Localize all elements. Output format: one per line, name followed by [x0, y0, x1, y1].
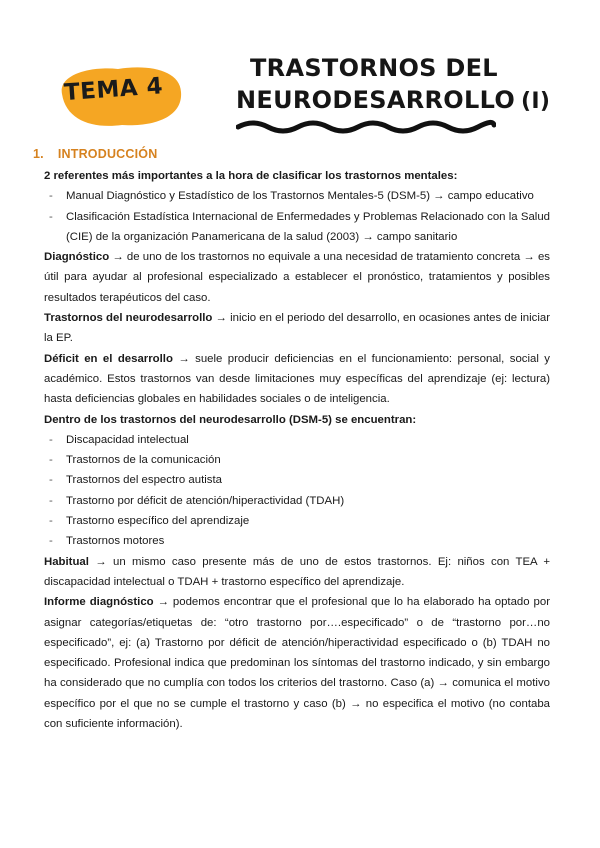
page-title-main: NEURODESARROLLO [236, 86, 516, 114]
definition: un mismo caso presente más de uno de estos trastornos. Ej: niños con TEA + discapacidad intelectual o TDAH + trastorno específico del aprendizaje. [44, 555, 551, 588]
dentro-list [44, 430, 550, 552]
deficit-paragraph [44, 349, 550, 410]
trastornos-neuro-paragraph [44, 308, 550, 349]
title-underline-wave [236, 119, 496, 139]
list-item: - Discapacidad intelectual [44, 430, 550, 450]
habitual-paragraph [44, 552, 550, 593]
term: Habitual → [44, 555, 107, 568]
definition: → suele producir deficiencias en el funcionamiento: personal, social y académico. Estos trastornos van desde limitaciones muy específicas del aprendizaje (ej: lectura) hasta deficiencias globales en habilidades sociales o de inteligencia. [44, 352, 550, 406]
section-number: 1. [33, 147, 44, 161]
section-heading [33, 147, 157, 161]
list-item: - Manual Diagnóstico y Estadístico de los Trastornos Mentales-5 (DSM-5) → campo educativo [44, 186, 550, 206]
term: Trastornos del neurodesarrollo → [44, 312, 227, 325]
list-item: - Trastornos del espectro autista [44, 470, 550, 490]
list-item: - Trastornos de la comunicación [44, 450, 550, 470]
section-title: INTRODUCCIÓN [57, 147, 158, 161]
topic-badge-label: TEMA 4 [63, 73, 164, 107]
page-title-line2 [236, 86, 550, 114]
topic-badge [52, 60, 186, 132]
document-body [44, 166, 550, 734]
definition: inicio en el periodo del desarrollo, en ocasiones antes de iniciar la EP. [44, 312, 550, 345]
list-item: - Trastorno por déficit de atención/hiperactividad (TDAH) [44, 491, 550, 511]
definition: podemos encontrar que el profesional que lo ha elaborado ha optado por asignar categorías/etiquetas de: “otro trastorno por….especificado” o de “trastorno por…no especificado”, ej: (a) Trastorno por déficit de atención/hiperactividad especificado o (b) TDAH no especificado. Profesional indica que predominan los síntomas del trastorno indicado, y sin embargo ha considerado que no cumplía con todos los criterios del trastorno. Caso (a) → comunica el motivo específico por el que no se cumple el trastorno y caso (b) → no especifica el motivo (no contaba con suficiente información). [44, 596, 551, 731]
informe-paragraph [44, 592, 550, 734]
term: Informe diagnóstico → [44, 596, 169, 609]
diagnostico-paragraph [44, 247, 550, 308]
page-title-line1: TRASTORNOS DEL [250, 54, 498, 82]
term: Déficit en el desarrollo [44, 352, 173, 365]
list-item: - Trastorno específico del aprendizaje [44, 511, 550, 531]
referentes-heading: 2 referentes más importantes a la hora de clasificar los trastornos mentales: [44, 170, 458, 182]
list-item: - Clasificación Estadística Internacional de Enfermedades y Problemas Relacionado con la Salud (CIE) de la organización Panamericana de la salud (2003) → campo sanitario [44, 207, 550, 248]
dentro-heading: Dentro de los trastornos del neurodesarrollo (DSM-5) se encuentran: [44, 413, 417, 426]
page-title-suffix: (I) [521, 89, 551, 114]
referentes-list [44, 186, 550, 247]
term: Diagnóstico [44, 251, 110, 264]
list-item: - Trastornos motores [44, 531, 550, 551]
definition: → de uno de los trastornos no equivale a una necesidad de tratamiento concreta → es útil para ayudar al profesional especializado a establecer el pronóstico, tratamientos y posibles resultados terapéuticos del caso. [44, 251, 550, 304]
